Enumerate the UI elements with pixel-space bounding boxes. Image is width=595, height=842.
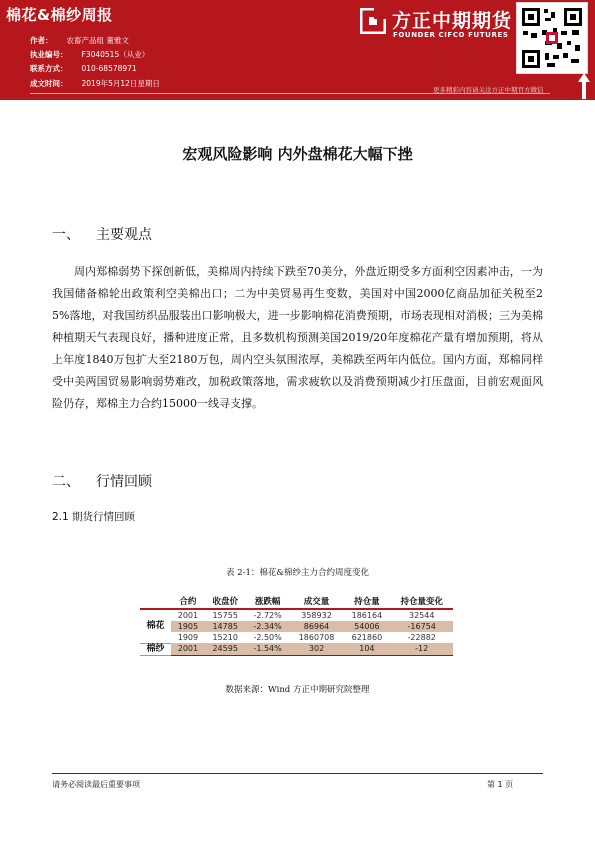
section-market-review: 二、 行情回顾 xyxy=(52,474,152,490)
table-cell: 1909 xyxy=(177,633,199,642)
brand-name-en: FOUNDER CIFCO FUTURES xyxy=(393,31,509,39)
meta-author: 作者： 农畜产品组 董雅文 xyxy=(30,36,129,45)
table-cell: 14785 xyxy=(205,621,246,632)
table-cell: 54006 xyxy=(343,621,390,632)
table-cell: -2.50% xyxy=(253,633,282,642)
qr-code-icon xyxy=(516,2,588,74)
page-number: 第 1 页 xyxy=(487,780,514,789)
table-header: 持仓量 xyxy=(343,597,390,609)
brand-name-cn: 方正中期期货 xyxy=(392,10,513,32)
table-header-blank xyxy=(140,597,171,609)
footer-notice: 请务必阅读最后重要事项 xyxy=(52,780,140,789)
table-cell: -2.72% xyxy=(253,611,282,620)
table-header: 成交量 xyxy=(290,597,344,609)
table-cell: 86964 xyxy=(290,621,344,632)
report-header xyxy=(0,0,595,100)
table-row xyxy=(140,609,453,621)
table-cell: 1860708 xyxy=(298,633,335,642)
table-cell: 15755 xyxy=(212,611,238,620)
footer-divider xyxy=(52,773,543,774)
table-header: 合约 xyxy=(171,597,205,609)
subsection-futures-review: 2.1 期货行情回顾 xyxy=(52,511,136,523)
main-views-paragraph: 周内郑棉弱势下探创新低，美棉周内持续下跌至70美分，外盘近期受多方面利空因素冲击，一为我国储备棉轮出政策利空美棉出口；二为中美贸易再生变数，美国对中国2000亿商品加征关税至25%落地，对我国纺织品服装出口影响极大，进一步影响棉花消费预期，市场表现相对消极；三为美棉种植期天气表现良好，播种进度正常，且多数机构预测美国2019/20年度棉花产量有增加预期，将从上年度1840万包扩大至2180万包，周内空头氛围浓厚，美棉跌至两年内低位。国内方面，郑棉同样受中美两国贸易影响弱势难改，加税政策落地，需求疲软以及消费预期减少打压盘面，目前宏观面风险仍存，郑棉主力合约15000一线寻支撑。 xyxy=(52,265,543,410)
table-cell: 302 xyxy=(290,643,344,655)
table-cell: -22882 xyxy=(407,633,436,642)
table-cell: 2001 xyxy=(177,611,199,620)
table-caption: 表 2-1：棉花&棉纱主力合约周度变化 xyxy=(226,568,369,578)
table-header-row xyxy=(140,597,453,609)
table-cell: 1905 xyxy=(171,621,205,632)
group-label-cotton: 棉花 xyxy=(140,609,171,643)
table-row xyxy=(140,621,453,632)
wechat-tip: 更多精彩内容请关注方正中期官方微信 xyxy=(433,86,544,94)
document-title: 宏观风险影响 内外盘棉花大幅下挫 xyxy=(182,145,413,163)
table-row xyxy=(140,643,453,655)
table-cell: 2001 xyxy=(171,643,205,655)
table-header: 持仓量变化 xyxy=(390,597,453,609)
table-cell: 104 xyxy=(343,643,390,655)
meta-contact: 联系方式： 010-68578971 xyxy=(30,64,137,73)
data-source: 数据来源：Wind 方正中期研究院整理 xyxy=(225,685,370,695)
table-row xyxy=(140,632,453,643)
table-cell: 32544 xyxy=(408,611,435,620)
table-header: 收盘价 xyxy=(205,597,246,609)
table-header: 涨跌幅 xyxy=(246,597,290,609)
table-cell: 186164 xyxy=(351,611,383,620)
table-cell: 621860 xyxy=(351,633,383,642)
founder-logo-icon xyxy=(360,8,386,34)
report-title: 棉花&棉纱周报 xyxy=(6,6,113,24)
table-cell: -16754 xyxy=(390,621,453,632)
table-cell: 15210 xyxy=(212,633,238,642)
contract-weekly-table xyxy=(140,597,453,656)
table-cell: -12 xyxy=(390,643,453,655)
table-cell: 24595 xyxy=(205,643,246,655)
table-cell: 358932 xyxy=(301,611,332,620)
table-cell: -1.54% xyxy=(246,643,290,655)
group-label-yarn: 棉纱 xyxy=(140,643,171,655)
meta-date: 成文时间： 2019年5月12日星期日 xyxy=(30,79,160,88)
arrow-up-icon xyxy=(577,72,591,100)
table-cell: -2.34% xyxy=(246,621,290,632)
meta-license: 执业编号： F3040515（从业） xyxy=(30,50,150,59)
section-main-views: 一、 主要观点 xyxy=(52,227,152,243)
